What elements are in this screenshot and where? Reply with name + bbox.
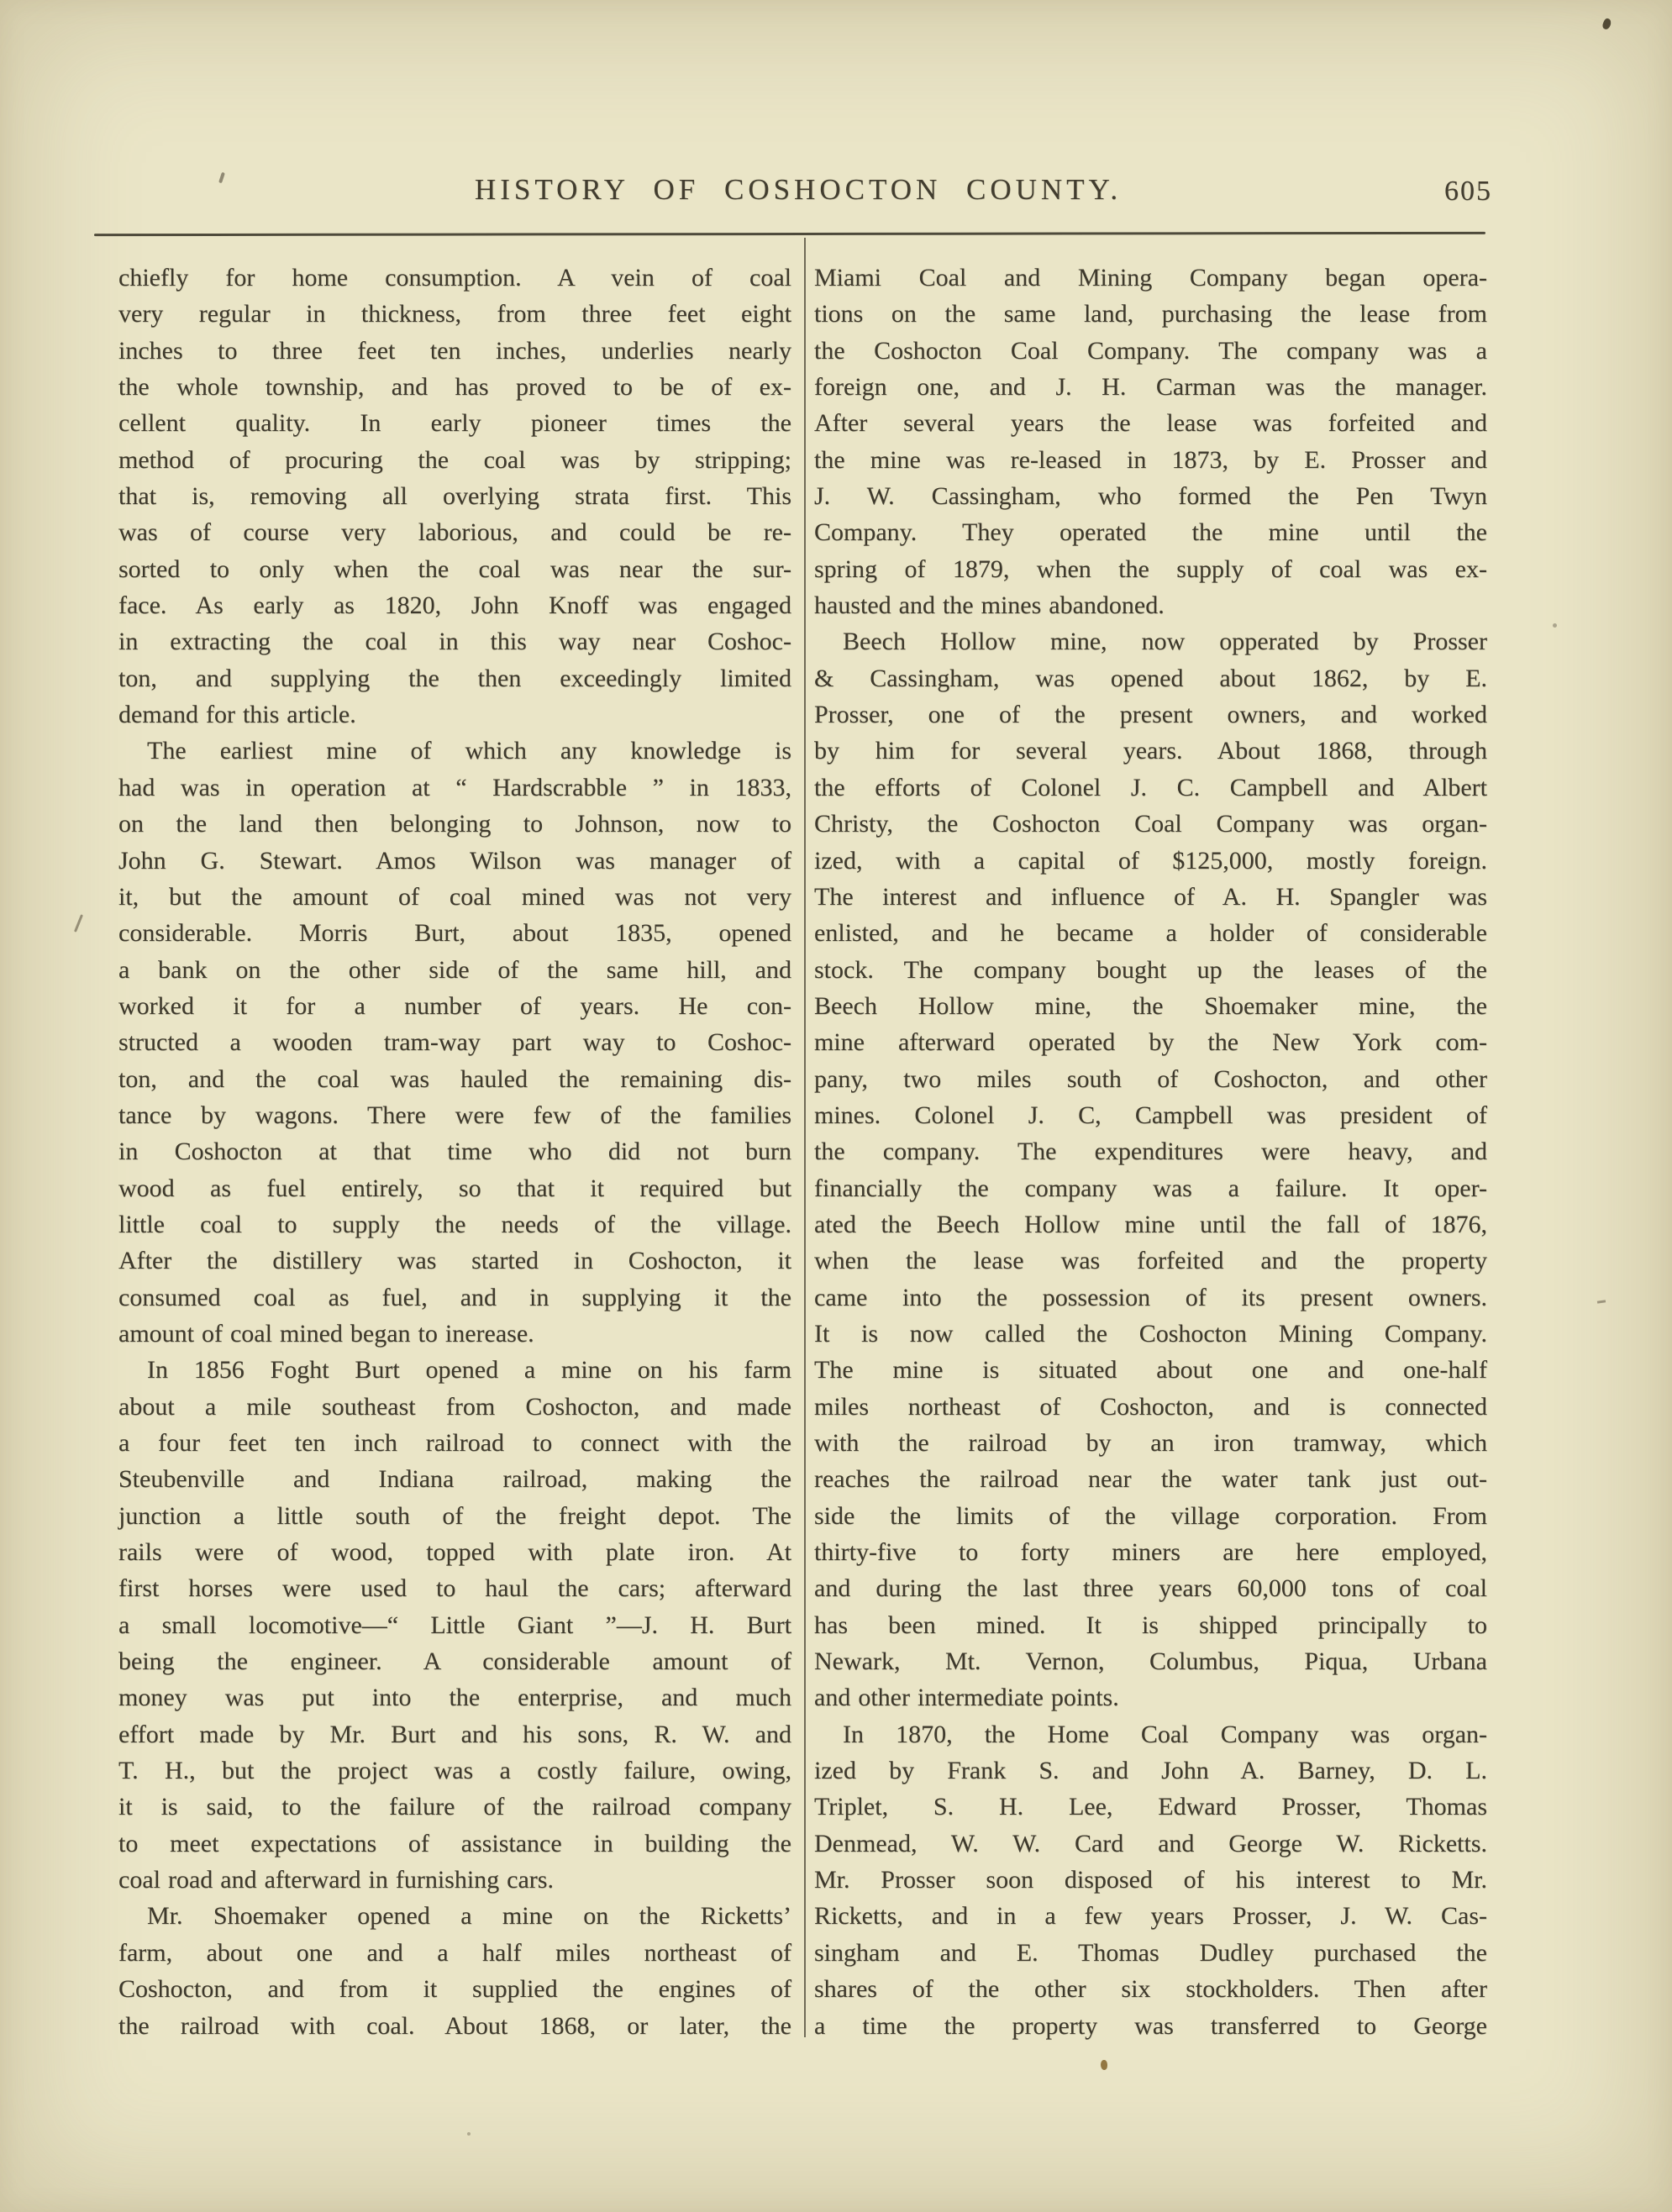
scan-artifact xyxy=(218,172,225,184)
page-number: 605 xyxy=(1444,176,1492,207)
text-line: It is now called the Coshocton Mining Company. xyxy=(814,1319,1487,1348)
column-left xyxy=(118,260,791,2044)
text-line: Steubenville and Indiana railroad, making the xyxy=(118,1465,791,1494)
text-line: miles northeast of Coshocton, and is connected xyxy=(814,1392,1487,1421)
text-line: foreign one, and J. H. Carman was the manager. xyxy=(814,373,1487,402)
text-line: J. W. Cassingham, who formed the Pen Twyn xyxy=(814,482,1487,511)
text-line: very regular in thickness, from three feet eight xyxy=(118,300,791,328)
text-line: T. H., but the project was a costly failure, owing, xyxy=(118,1757,791,1785)
scan-artifact xyxy=(1553,623,1557,628)
column-right xyxy=(814,260,1487,2044)
text-line: farm, about one and a half miles northeast of xyxy=(118,1938,791,1967)
text-line: demand for this article. xyxy=(118,701,356,729)
text-line: The mine is situated about one and one-half xyxy=(814,1356,1487,1384)
text-line: effort made by Mr. Burt and his sons, R. W. and xyxy=(118,1720,791,1748)
text-line: had was in operation at “ Hardscrabble ” in 1833, xyxy=(118,773,791,801)
text-line: mines. Colonel J. C, Campbell was president of xyxy=(814,1101,1487,1129)
text-line: After several years the lease was forfeited and xyxy=(814,409,1487,438)
text-line: cellent quality. In early pioneer times the xyxy=(118,409,791,438)
text-line: Mr. Shoemaker opened a mine on the Ricketts’ xyxy=(147,1902,791,1931)
scan-artifact xyxy=(467,2132,471,2136)
column-divider xyxy=(804,238,806,2037)
text-line: the railroad with coal. About 1868, or later, the xyxy=(118,2011,791,2040)
text-line: by him for several years. About 1868, through xyxy=(814,737,1487,765)
text-line: Beech Hollow mine, the Shoemaker mine, the xyxy=(814,991,1487,1020)
scan-artifact xyxy=(74,914,83,933)
text-line: a four feet ten inch railroad to connect with the xyxy=(118,1429,791,1457)
text-line: and other intermediate points. xyxy=(814,1684,1119,1712)
text-line: coal road and afterward in furnishing cars. xyxy=(118,1866,554,1894)
text-line: reaches the railroad near the water tank just out- xyxy=(814,1465,1487,1494)
text-line: ized, with a capital of $125,000, mostly foreign. xyxy=(814,846,1487,875)
text-line: amount of coal mined began to inerease. xyxy=(118,1319,534,1348)
text-line: the company. The expenditures were heavy, and xyxy=(814,1138,1487,1166)
text-line: Christy, the Coshocton Coal Company was organ- xyxy=(814,810,1487,838)
text-line: wood as fuel entirely, so that it required but xyxy=(118,1174,791,1202)
text-line: ton, and supplying the then exceedingly limited xyxy=(118,664,791,692)
text-line: Prosser, one of the present owners, and worked xyxy=(814,701,1487,729)
text-line: financially the company was a failure. It oper- xyxy=(814,1174,1487,1202)
text-line: spring of 1879, when the supply of coal was ex- xyxy=(814,554,1487,583)
text-line: consumed coal as fuel, and in supplying it the xyxy=(118,1283,791,1311)
text-line: Newark, Mt. Vernon, Columbus, Piqua, Urbana xyxy=(814,1647,1487,1676)
text-line: and during the last three years 60,000 tons of coal xyxy=(814,1574,1487,1603)
text-line: little coal to supply the needs of the village. xyxy=(118,1210,791,1238)
text-line: it, but the amount of coal mined was not very xyxy=(118,882,791,911)
text-line: Denmead, W. W. Card and George W. Ricketts. xyxy=(814,1829,1487,1857)
text-line: junction a little south of the freight depot. The xyxy=(118,1501,791,1530)
text-line: ton, and the coal was hauled the remaining dis- xyxy=(118,1064,791,1093)
text-line: when the lease was forfeited and the property xyxy=(814,1247,1487,1275)
text-line: pany, two miles south of Coshocton, and other xyxy=(814,1064,1487,1093)
text-line: mine afterward operated by the New York com- xyxy=(814,1028,1487,1057)
text-line: thirty-five to forty miners are here employed, xyxy=(814,1538,1487,1567)
text-line: on the land then belonging to Johnson, now to xyxy=(118,810,791,838)
text-line: came into the possession of its present owners. xyxy=(814,1283,1487,1311)
text-line: Beech Hollow mine, now opperated by Prosser xyxy=(843,628,1487,656)
text-line: about a mile southeast from Coshocton, and made xyxy=(118,1392,791,1421)
text-line: money was put into the enterprise, and much xyxy=(118,1684,791,1712)
text-line: the mine was re-leased in 1873, by E. Prosser and xyxy=(814,445,1487,474)
text-line: In 1856 Foght Burt opened a mine on his farm xyxy=(147,1356,791,1384)
text-line: Coshocton, and from it supplied the engines of xyxy=(118,1975,791,2004)
text-line: it is said, to the failure of the railroad company xyxy=(118,1793,791,1821)
text-line: In 1870, the Home Coal Company was organ- xyxy=(843,1720,1487,1748)
text-line: that is, removing all overlying strata first. This xyxy=(118,482,791,511)
text-line: John G. Stewart. Amos Wilson was manager of xyxy=(118,846,791,875)
text-line: has been mined. It is shipped principally to xyxy=(814,1610,1487,1639)
scan-artifact xyxy=(1601,18,1613,31)
text-line: chiefly for home consumption. A vein of coal xyxy=(118,264,791,292)
text-line: the whole township, and has proved to be of ex- xyxy=(118,373,791,402)
text-line: inches to three feet ten inches, underlies nearly xyxy=(118,336,791,365)
text-line: in extracting the coal in this way near Coshoc- xyxy=(118,628,791,656)
text-line: & Cassingham, was opened about 1862, by E. xyxy=(814,664,1487,692)
text-line: worked it for a number of years. He con- xyxy=(118,991,791,1020)
text-line: ized by Frank S. and John A. Barney, D. L. xyxy=(814,1757,1487,1785)
text-line: to meet expectations of assistance in building the xyxy=(118,1829,791,1857)
text-line: the efforts of Colonel J. C. Campbell and Albert xyxy=(814,773,1487,801)
scan-artifact xyxy=(1597,1300,1606,1303)
text-line: sorted to only when the coal was near the sur- xyxy=(118,554,791,583)
text-line: a time the property was transferred to George xyxy=(814,2011,1487,2040)
header-rule xyxy=(94,232,1485,236)
text-line: The interest and influence of A. H. Spangler was xyxy=(814,882,1487,911)
text-line: Ricketts, and in a few years Prosser, J. W. Cas- xyxy=(814,1902,1487,1931)
text-line: stock. The company bought up the leases of the xyxy=(814,955,1487,984)
text-line: rails were of wood, topped with plate iron. At xyxy=(118,1538,791,1567)
text-line: Miami Coal and Mining Company began opera- xyxy=(814,264,1487,292)
text-line: ated the Beech Hollow mine until the fall of 1876, xyxy=(814,1210,1487,1238)
text-line: first horses were used to haul the cars; afterward xyxy=(118,1574,791,1603)
text-line: a bank on the other side of the same hill, and xyxy=(118,955,791,984)
text-line: Company. They operated the mine until the xyxy=(814,518,1487,547)
text-line: in Coshocton at that time who did not burn xyxy=(118,1138,791,1166)
text-line: face. As early as 1820, John Knoff was engaged xyxy=(118,591,791,620)
text-line: tions on the same land, purchasing the lease from xyxy=(814,300,1487,328)
text-line: singham and E. Thomas Dudley purchased the xyxy=(814,1938,1487,1967)
text-line: being the engineer. A considerable amount of xyxy=(118,1647,791,1676)
text-line: tance by wagons. There were few of the families xyxy=(118,1101,791,1129)
text-line: the Coshocton Coal Company. The company was a xyxy=(814,336,1487,365)
text-line: considerable. Morris Burt, about 1835, opened xyxy=(118,919,791,948)
text-line: with the railroad by an iron tramway, which xyxy=(814,1429,1487,1457)
text-line: hausted and the mines abandoned. xyxy=(814,591,1165,620)
text-line: was of course very laborious, and could be re- xyxy=(118,518,791,547)
text-line: structed a wooden tram-way part way to Coshoc- xyxy=(118,1028,791,1057)
text-line: shares of the other six stockholders. Then after xyxy=(814,1975,1487,2004)
text-line: Mr. Prosser soon disposed of his interest to Mr. xyxy=(814,1866,1487,1894)
text-line: Triplet, S. H. Lee, Edward Prosser, Thomas xyxy=(814,1793,1487,1821)
page-title: HISTORY OF COSHOCTON COUNTY. xyxy=(474,173,1123,206)
text-line: After the distillery was started in Coshocton, it xyxy=(118,1247,791,1275)
text-line: method of procuring the coal was by stripping; xyxy=(118,445,791,474)
text-line: enlisted, and he became a holder of considerable xyxy=(814,919,1487,948)
text-line: The earliest mine of which any knowledge is xyxy=(147,737,791,765)
text-line: a small locomotive—“ Little Giant ”—J. H. Burt xyxy=(118,1610,791,1639)
scan-artifact xyxy=(1101,2060,1107,2070)
text-line: side the limits of the village corporation. From xyxy=(814,1501,1487,1530)
